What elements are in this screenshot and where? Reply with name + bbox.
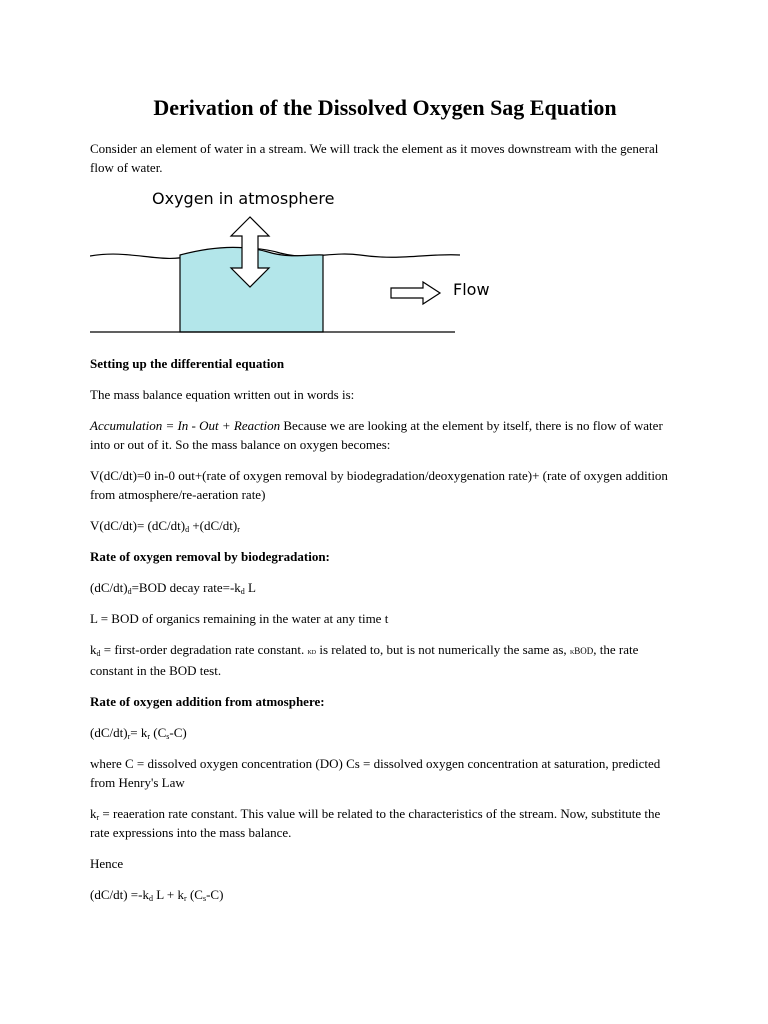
section-heading-biodegradation: Rate of oxygen removal by biodegradation: xyxy=(90,549,330,564)
section-heading-reaeration: Rate of oxygen addition from atmosphere: xyxy=(90,694,325,709)
mass-balance-equation: V(dC/dt)=0 in-0 out+(rate of oxygen removal by biodegradation/deoxygenation rate)+ (rate of oxygen addition from atmosphere/re-aeration rate) xyxy=(90,468,668,502)
bod-definition: L = BOD of organics remaining in the water at any time t xyxy=(90,611,389,626)
reaeration-equation: $(dC/dt)_r= k_r$ $(C_s-C)$ xyxy=(90,725,187,741)
section-heading-differential: Setting up the differential equation xyxy=(90,356,285,371)
do-definitions: where C = dissolved oxygen concentration (DO) Cs = dissolved oxygen concentration at saturation, predicted from Henry's Law xyxy=(90,756,661,790)
atmosphere-label: Oxygen in atmosphere xyxy=(152,189,335,208)
kd-definition: $k_d$ = first-order degradation rate constant. kd is related to, but is not numerically the same as, kBOD, the rate constant in the BOD test. xyxy=(90,642,639,678)
flow-arrow-icon xyxy=(391,282,440,304)
mass-balance-explanation: Because we are looking at the element by itself, there is no flow of water into or out of it. So the mass balance on oxygen becomes: xyxy=(90,418,663,452)
stream-element-figure xyxy=(90,189,680,344)
intro-paragraph: Consider an element of water in a stream. We will track the element as it moves downstream with the general flow of water. xyxy=(90,141,659,175)
kr-definition: $k_r$ = reaeration rate constant. This value will be related to the characteristics of the stream. Now, substitute the rate expressions into the mass balance. xyxy=(90,806,661,840)
volume-equation: $V(dC/dt)= (dC/dt)_d +(dC/dt)_r$ xyxy=(90,518,240,534)
final-equation: $(dC/dt) =-k_d$ $L + k_r$ $(C_s-C)$ xyxy=(90,887,224,903)
document-page xyxy=(90,95,680,916)
mass-balance-paragraph xyxy=(90,416,680,454)
hence-text: Hence xyxy=(90,856,124,871)
bod-decay-equation: $(dC/dt)_d=BOD$ decay $rate=-k_d$ L xyxy=(90,580,256,596)
stream-diagram xyxy=(90,189,510,344)
flow-label: Flow xyxy=(453,280,490,299)
mass-balance-words: Accumulation = In - Out + Reaction xyxy=(90,418,281,433)
mass-balance-intro: The mass balance equation written out in words is: xyxy=(90,387,355,402)
document-title: Derivation of the Dissolved Oxygen Sag Equation xyxy=(153,95,617,120)
